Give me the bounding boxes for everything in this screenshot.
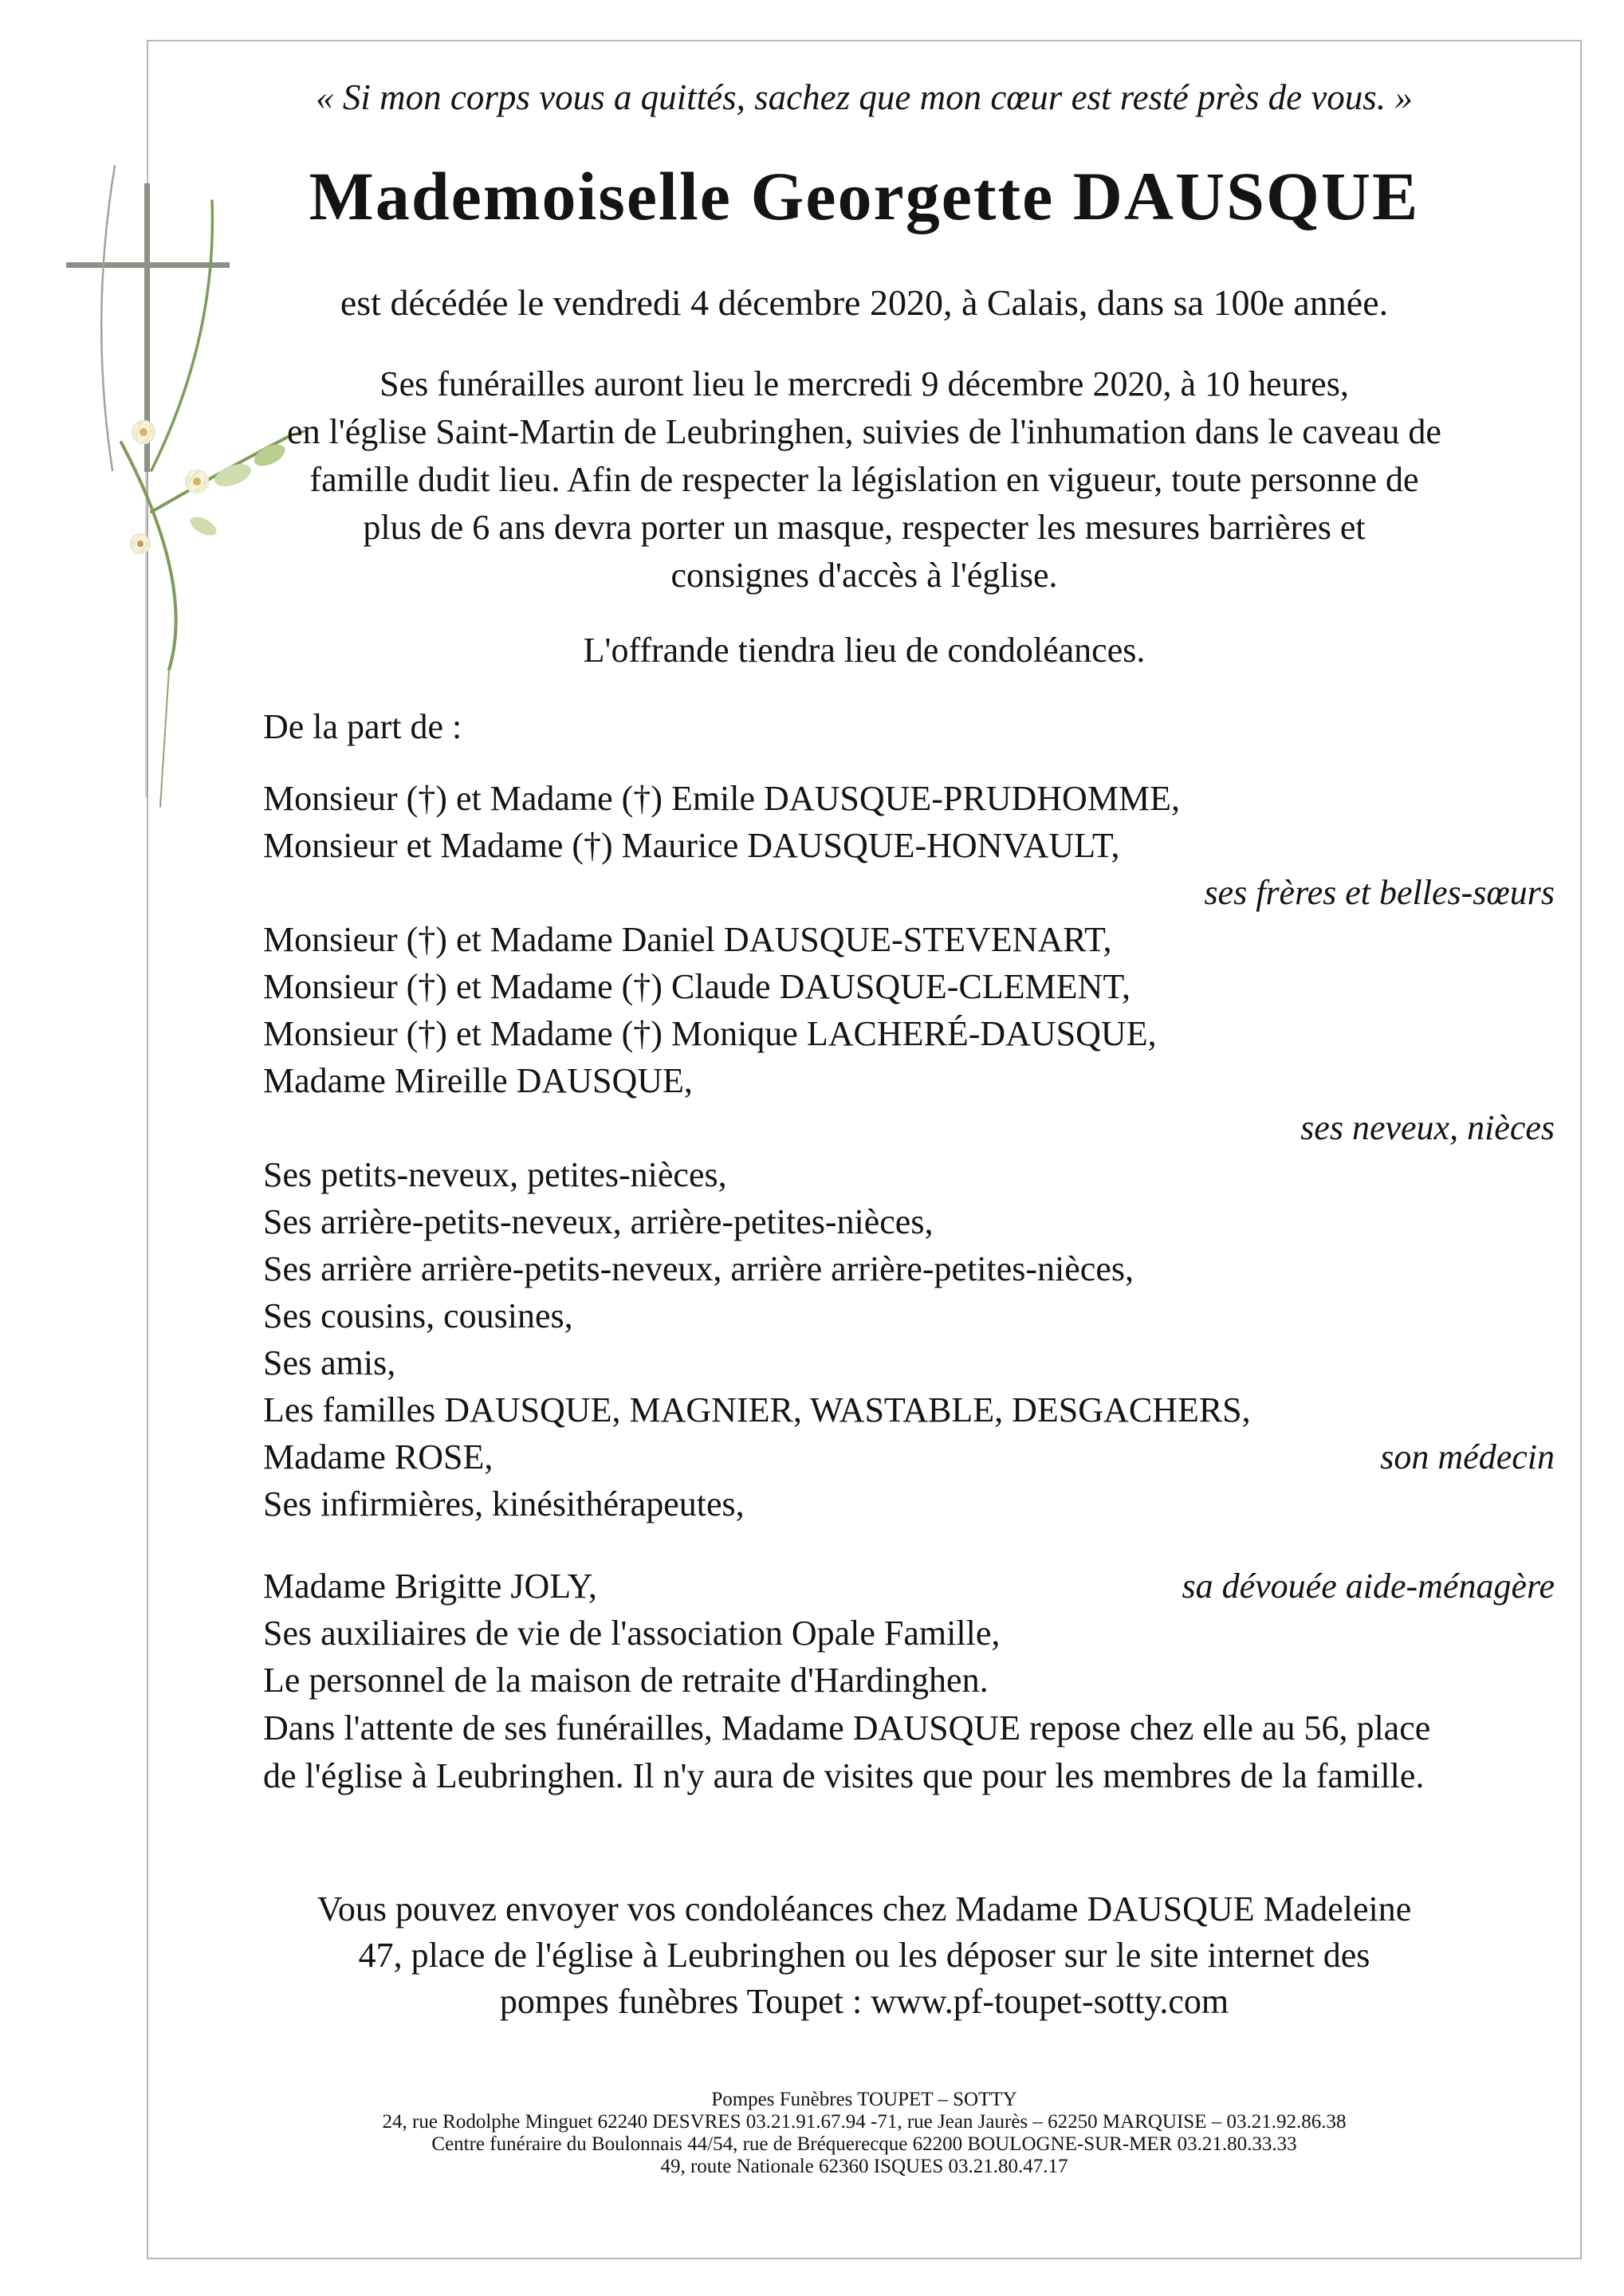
family-member-line: Monsieur (†) et Madame (†) Claude DAUSQUE-CLEMENT, — [263, 967, 1131, 1006]
funeral-home-address: 49, route Nationale 62360 ISQUES 03.21.80.47.17 — [660, 2156, 1068, 2177]
funeral-line: consignes d'accès à l'église. — [670, 556, 1058, 595]
family-member-line: Monsieur (†) et Madame (†) Monique LACHERÉ-DAUSQUE, — [263, 1014, 1157, 1053]
deceased-name-title: Mademoiselle Georgette DAUSQUE — [309, 158, 1420, 234]
family-member-line: Ses auxiliaires de vie de l'association Opale Famille, — [263, 1614, 1001, 1653]
relationship-label: son médecin — [1380, 1437, 1555, 1476]
funeral-home-name: Pompes Funèbres TOUPET – SOTTY — [711, 2089, 1017, 2110]
from-label: De la part de : — [263, 707, 462, 746]
family-member-line: Monsieur (†) et Madame Daniel DAUSQUE-STEVENART, — [263, 920, 1112, 959]
family-member-line — [263, 1433, 1555, 1480]
visitation-line: de l'église à Leubringhen. Il n'y aura de visites que pour les membres de la famille. — [263, 1756, 1425, 1795]
funeral-line: famille dudit lieu. Afin de respecter la législation en vigueur, toute personne de — [309, 460, 1419, 499]
family-member-line: Ses cousins, cousines, — [263, 1296, 573, 1335]
family-member-line: Ses arrière-petits-neveux, arrière-petites-nièces, — [263, 1202, 934, 1241]
family-member-line: Monsieur (†) et Madame (†) Emile DAUSQUE-PRUDHOMME, — [263, 779, 1180, 818]
visitation-line: Dans l'attente de ses funérailles, Madame DAUSQUE repose chez elle au 56, place — [263, 1708, 1431, 1748]
family-member-line: Le personnel de la maison de retraite d'Hardinghen. — [263, 1661, 989, 1700]
family-member-line — [263, 1563, 1555, 1610]
death-notice-line: est décédée le vendredi 4 décembre 2020, à Calais, dans sa 100e année. — [340, 282, 1389, 323]
visitation-paragraph — [263, 1704, 1558, 1800]
family-member-line: Ses amis, — [263, 1343, 396, 1382]
relationship-label: ses neveux, nièces — [1300, 1108, 1555, 1147]
family-member-line: Ses arrière arrière-petits-neveux, arrière arrière-petites-nièces, — [263, 1249, 1134, 1288]
condolences-line: pompes funèbres Toupet : www.pf-toupet-sotty.com — [499, 1982, 1229, 2021]
family-member-name: Madame Brigitte JOLY, — [263, 1567, 597, 1606]
offering-line: L'offrande tiendra lieu de condoléances. — [583, 631, 1146, 670]
family-member-line: Ses infirmières, kinésithérapeutes, — [263, 1484, 745, 1523]
funeral-details-paragraph — [147, 360, 1582, 600]
condolences-line: Vous pouvez envoyer vos condoléances chez Madame DAUSQUE Madeleine — [317, 1889, 1412, 1928]
funeral-home-address: Centre funéraire du Boulonnais 44/54, rue de Bréquerecque 62200 BOULOGNE-SUR-MER 03.21.80.33.33 — [431, 2133, 1297, 2155]
relationship-label: ses frères et belles-sœurs — [1204, 873, 1555, 912]
funeral-line: en l'église Saint-Martin de Leubringhen, suivies de l'inhumation dans le caveau de — [287, 412, 1441, 451]
relationship-label: sa dévouée aide-ménagère — [1182, 1567, 1555, 1606]
memorial-quote: « Si mon corps vous a quittés, sachez que mon cœur est resté près de vous. » — [316, 77, 1413, 117]
condolences-paragraph — [147, 1886, 1582, 2025]
spacer — [263, 1527, 1555, 1563]
family-member-line: Madame Mireille DAUSQUE, — [263, 1061, 693, 1100]
family-list — [263, 775, 1555, 1704]
funeral-home-address: 24, rue Rodolphe Minguet 62240 DESVRES 03.21.91.67.94 -71, rue Jean Jaurès – 62250 MARQUISE – 03.21.92.86.38 — [382, 2111, 1347, 2133]
funeral-line: Ses funérailles auront lieu le mercredi 9 décembre 2020, à 10 heures, — [379, 364, 1349, 403]
family-member-name: Madame ROSE, — [263, 1437, 493, 1476]
funeral-home-footer — [147, 2089, 1582, 2178]
family-member-line: Ses petits-neveux, petites-nièces, — [263, 1155, 727, 1194]
condolences-line: 47, place de l'église à Leubringhen ou les déposer sur le site internet des — [358, 1936, 1370, 1975]
family-member-line: Les familles DAUSQUE, MAGNIER, WASTABLE, DESGACHERS, — [263, 1390, 1251, 1429]
funeral-line: plus de 6 ans devra porter un masque, respecter les mesures barrières et — [363, 508, 1366, 547]
family-member-line: Monsieur et Madame (†) Maurice DAUSQUE-HONVAULT, — [263, 826, 1120, 865]
